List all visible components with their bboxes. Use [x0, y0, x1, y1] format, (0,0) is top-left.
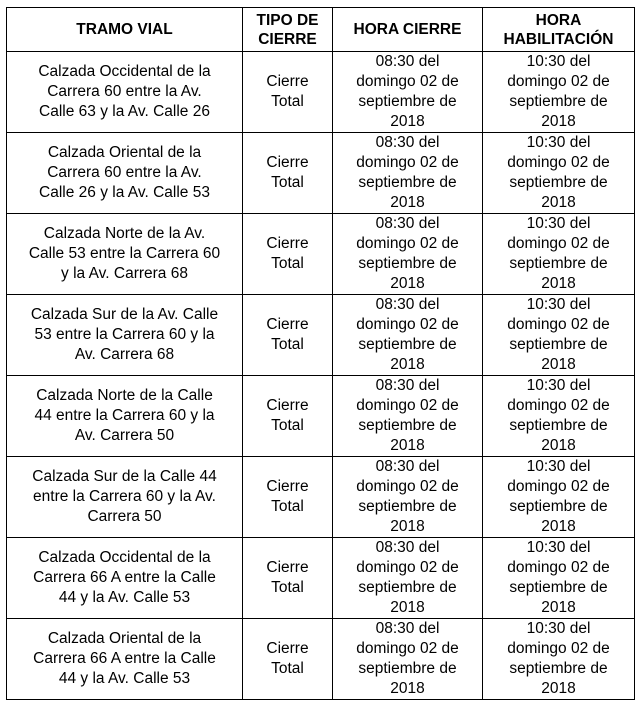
hora-habilitacion-line: 2018 — [541, 599, 576, 616]
tramo-vial-cell — [7, 214, 243, 295]
tipo-cierre-cell — [243, 52, 333, 133]
hora-habilitacion-line: 2018 — [541, 275, 576, 292]
tramo-vial-line: Calzada Norte de la Calle — [36, 387, 213, 404]
hora-habilitacion-line: 2018 — [541, 680, 576, 697]
tipo-cierre-cell — [243, 538, 333, 619]
hora-cierre-line: domingo 02 de — [356, 559, 459, 576]
hora-habilitacion-line: 2018 — [541, 518, 576, 535]
tramo-vial-line: 44 entre la Carrera 60 y la — [34, 407, 215, 424]
tramo-vial-cell — [7, 457, 243, 538]
table-row — [7, 295, 635, 376]
tramo-vial-line: 44 y la Av. Calle 53 — [58, 670, 191, 687]
tipo-cierre-line: Cierre — [266, 478, 309, 495]
tramo-vial-cell — [7, 133, 243, 214]
tramo-vial-line: Calzada Oriental de la — [47, 144, 202, 161]
tramo-vial-line: Calzada Occidental de la — [38, 63, 211, 80]
hora-habilitacion-line: domingo 02 de — [507, 154, 610, 171]
hora-habilitacion-line: septiembre de — [509, 660, 608, 677]
tramo-vial-line: entre la Carrera 60 y la Av. — [33, 488, 216, 505]
tramo-vial-cell — [7, 295, 243, 376]
hora-cierre-line: 2018 — [390, 599, 425, 616]
hora-cierre-line: septiembre de — [358, 93, 457, 110]
hora-habilitacion-cell — [483, 52, 635, 133]
tramo-vial-line: Carrera 50 — [87, 508, 162, 525]
hora-cierre-line: 08:30 del — [375, 296, 440, 313]
hora-habilitacion-line: domingo 02 de — [507, 478, 610, 495]
tipo-cierre-line: Cierre — [266, 154, 309, 171]
hora-habilitacion-line: septiembre de — [509, 255, 608, 272]
hora-habilitacion-cell — [483, 538, 635, 619]
hora-habilitacion-line: 10:30 del — [526, 620, 591, 637]
hora-habilitacion-line: 10:30 del — [526, 296, 591, 313]
hora-habilitacion-line: septiembre de — [509, 174, 608, 191]
hora-cierre-line: domingo 02 de — [356, 154, 459, 171]
hora-cierre-line: 2018 — [390, 113, 425, 130]
hora-cierre-line: 2018 — [390, 680, 425, 697]
tramo-vial-line: Carrera 66 A entre la Calle — [33, 569, 216, 586]
hora-cierre-line: domingo 02 de — [356, 397, 459, 414]
hora-habilitacion-line: 2018 — [541, 113, 576, 130]
tipo-cierre-line: Total — [271, 579, 304, 596]
hora-cierre-line: 2018 — [390, 518, 425, 535]
tramo-vial-line: Carrera 60 entre la Av. — [47, 83, 202, 100]
header-hora-hab-line2: HABILITACIÓN — [503, 30, 614, 48]
hora-habilitacion-line: 2018 — [541, 194, 576, 211]
header-hora-hab-line1: HORA — [535, 11, 582, 29]
table-row — [7, 214, 635, 295]
hora-cierre-line: 08:30 del — [375, 620, 440, 637]
hora-cierre-line: 2018 — [390, 437, 425, 454]
hora-cierre-line: 08:30 del — [375, 539, 440, 556]
tipo-cierre-line: Cierre — [266, 397, 309, 414]
road-closures-table — [6, 7, 635, 700]
tipo-cierre-line: Cierre — [266, 73, 309, 90]
tramo-vial-line: Calzada Occidental de la — [38, 549, 211, 566]
hora-habilitacion-cell — [483, 457, 635, 538]
hora-habilitacion-line: 10:30 del — [526, 458, 591, 475]
hora-habilitacion-cell — [483, 619, 635, 700]
tipo-cierre-line: Total — [271, 660, 304, 677]
hora-habilitacion-line: domingo 02 de — [507, 73, 610, 90]
hora-habilitacion-line: 10:30 del — [526, 539, 591, 556]
header-hora-cierre — [333, 8, 483, 52]
tramo-vial-line: Calle 26 y la Av. Calle 53 — [39, 184, 210, 201]
tramo-vial-line: Calzada Oriental de la — [47, 630, 202, 647]
hora-cierre-line: septiembre de — [358, 174, 457, 191]
header-tipo-line1: TIPO DE — [256, 11, 319, 29]
hora-cierre-line: domingo 02 de — [356, 316, 459, 333]
hora-habilitacion-line: domingo 02 de — [507, 397, 610, 414]
table-row — [7, 457, 635, 538]
hora-habilitacion-line: 10:30 del — [526, 215, 591, 232]
hora-cierre-line: domingo 02 de — [356, 235, 459, 252]
header-hora-habilitacion — [483, 8, 635, 52]
tipo-cierre-line: Total — [271, 255, 304, 272]
tramo-vial-line: 44 y la Av. Calle 53 — [58, 589, 191, 606]
tramo-vial-cell — [7, 538, 243, 619]
tramo-vial-line: Calzada Sur de la Calle 44 — [32, 468, 217, 485]
tramo-vial-cell — [7, 52, 243, 133]
header-tipo-line2: CIERRE — [258, 30, 317, 48]
hora-cierre-line: septiembre de — [358, 498, 457, 515]
hora-habilitacion-cell — [483, 133, 635, 214]
hora-cierre-line: septiembre de — [358, 255, 457, 272]
hora-cierre-line: 2018 — [390, 194, 425, 211]
hora-cierre-line: septiembre de — [358, 417, 457, 434]
hora-cierre-cell — [333, 214, 483, 295]
hora-habilitacion-cell — [483, 376, 635, 457]
hora-habilitacion-line: 10:30 del — [526, 377, 591, 394]
tramo-vial-line: 53 entre la Carrera 60 y la — [34, 326, 215, 343]
hora-cierre-line: domingo 02 de — [356, 640, 459, 657]
hora-cierre-line: septiembre de — [358, 336, 457, 353]
table-row — [7, 619, 635, 700]
hora-habilitacion-cell — [483, 214, 635, 295]
hora-habilitacion-line: septiembre de — [509, 93, 608, 110]
header-tipo-cierre — [243, 8, 333, 52]
tramo-vial-line: y la Av. Carrera 68 — [61, 265, 188, 282]
tipo-cierre-cell — [243, 133, 333, 214]
hora-habilitacion-line: septiembre de — [509, 336, 608, 353]
table-body — [7, 52, 635, 700]
hora-habilitacion-line: 2018 — [541, 356, 576, 373]
tipo-cierre-line: Cierre — [266, 640, 309, 657]
tipo-cierre-line: Cierre — [266, 235, 309, 252]
hora-habilitacion-line: septiembre de — [509, 498, 608, 515]
tramo-vial-line: Carrera 60 entre la Av. — [47, 164, 202, 181]
tipo-cierre-cell — [243, 376, 333, 457]
hora-cierre-line: 08:30 del — [375, 134, 440, 151]
hora-cierre-line: septiembre de — [358, 579, 457, 596]
table-row — [7, 52, 635, 133]
hora-cierre-line: domingo 02 de — [356, 478, 459, 495]
hora-habilitacion-line: domingo 02 de — [507, 316, 610, 333]
hora-cierre-line: 2018 — [390, 356, 425, 373]
tramo-vial-cell — [7, 376, 243, 457]
hora-cierre-line: domingo 02 de — [356, 73, 459, 90]
tipo-cierre-line: Cierre — [266, 316, 309, 333]
hora-cierre-line: 08:30 del — [375, 215, 440, 232]
tramo-vial-line: Av. Carrera 50 — [74, 427, 175, 444]
tipo-cierre-line: Total — [271, 498, 304, 515]
hora-habilitacion-line: domingo 02 de — [507, 559, 610, 576]
hora-habilitacion-line: 10:30 del — [526, 134, 591, 151]
tipo-cierre-cell — [243, 295, 333, 376]
tramo-vial-line: Calle 63 y la Av. Calle 26 — [39, 103, 210, 120]
hora-cierre-cell — [333, 457, 483, 538]
tramo-vial-line: Calzada Norte de la Av. — [43, 225, 206, 242]
tipo-cierre-line: Total — [271, 336, 304, 353]
hora-cierre-cell — [333, 619, 483, 700]
hora-cierre-line: 2018 — [390, 275, 425, 292]
tipo-cierre-cell — [243, 619, 333, 700]
tipo-cierre-line: Total — [271, 174, 304, 191]
header-row — [7, 8, 635, 52]
header-tramo-label: TRAMO VIAL — [76, 21, 173, 38]
table-row — [7, 538, 635, 619]
hora-habilitacion-cell — [483, 295, 635, 376]
hora-cierre-line: septiembre de — [358, 660, 457, 677]
hora-cierre-cell — [333, 52, 483, 133]
tramo-vial-line: Calle 53 entre la Carrera 60 — [28, 245, 221, 262]
tramo-vial-cell — [7, 619, 243, 700]
hora-cierre-cell — [333, 538, 483, 619]
hora-habilitacion-line: 10:30 del — [526, 53, 591, 70]
header-hora-cierre-label: HORA CIERRE — [353, 21, 462, 38]
hora-cierre-line: 08:30 del — [375, 377, 440, 394]
tramo-vial-line: Calzada Sur de la Av. Calle — [30, 306, 219, 323]
hora-cierre-cell — [333, 295, 483, 376]
tramo-vial-line: Av. Carrera 68 — [74, 346, 175, 363]
tipo-cierre-line: Total — [271, 93, 304, 110]
hora-habilitacion-line: domingo 02 de — [507, 640, 610, 657]
hora-habilitacion-line: domingo 02 de — [507, 235, 610, 252]
hora-habilitacion-line: septiembre de — [509, 417, 608, 434]
table-row — [7, 133, 635, 214]
tipo-cierre-line: Cierre — [266, 559, 309, 576]
hora-habilitacion-line: 2018 — [541, 437, 576, 454]
hora-cierre-line: 08:30 del — [375, 458, 440, 475]
hora-cierre-line: 08:30 del — [375, 53, 440, 70]
table-row — [7, 376, 635, 457]
hora-cierre-cell — [333, 133, 483, 214]
tipo-cierre-line: Total — [271, 417, 304, 434]
tramo-vial-line: Carrera 66 A entre la Calle — [33, 650, 216, 667]
header-tramo-vial — [7, 8, 243, 52]
tipo-cierre-cell — [243, 214, 333, 295]
hora-cierre-cell — [333, 376, 483, 457]
tipo-cierre-cell — [243, 457, 333, 538]
hora-habilitacion-line: septiembre de — [509, 579, 608, 596]
